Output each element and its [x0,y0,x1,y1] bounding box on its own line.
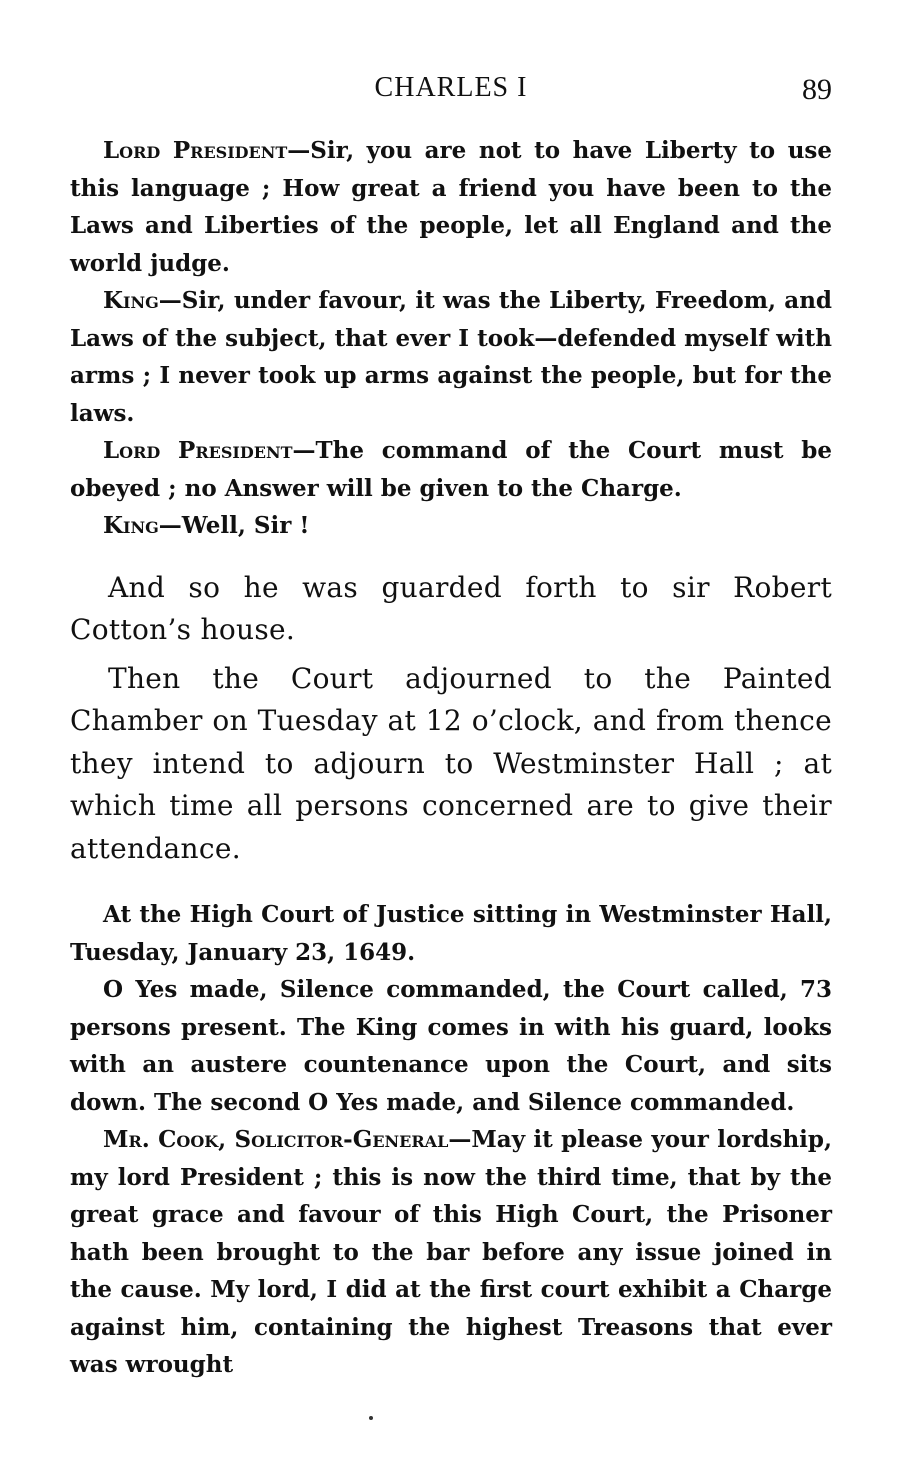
narrative-paragraph-2: Then the Court adjourned to the Painted Chamber on Tuesday at 12 o’clock, and from thence they intend to adjourn to Westminster Hall ; at which time all persons concerned are to give their attendance. [70,661,832,865]
proceedings-paragraph: O Yes made, Silence commanded, the Court called, 73 persons present. The King comes in with his guard, looks with an austere countenance upon the Court, and sits down. The second O Yes made, and Silence commanded. [70,976,832,1116]
dialogue-paragraph-1 [70,132,832,282]
speaker-label: King [103,512,159,539]
speaker-label: Mr. Cook, Solicitor-General [103,1126,449,1153]
section-heading: At the High Court of Justice sitting in Westminster Hall, Tuesday, January 23, 1649. [70,901,832,966]
dialogue-text: —The command of the Court must be obeyed ; no Answer will be given to the Charge. [70,437,832,502]
running-title: CHARLES I [374,72,528,103]
running-head [70,66,832,110]
speaker-label: Lord President [103,137,288,164]
page-number: 89 [802,73,832,106]
dialogue-text: —Well, Sir ! [158,512,310,539]
speech-text: —May it please your lordship, my lord President ; this is now the third time, that by the great grace and favour of this High Court, the Prisoner hath been brought to the bar before any issue joined in the cause. My lord, I did at the first court exhibit a Charge against him, containing the highest Treasons that ever was wrought [70,1126,832,1378]
dialogue-text: —Sir, you are not to have Liberty to use this language ; How great a friend you have been to the Laws and Liberties of the people, let all England and the world judge. [70,137,832,277]
book-page [70,66,832,1384]
speech-paragraph [70,1121,832,1384]
speaker-label: King [103,287,159,314]
dialogue-paragraph-4 [70,507,832,545]
dialogue-text: —Sir, under favour, it was the Liberty, Freedom, and Laws of the subject, that ever I took—defended myself with arms ; I never took up arms against the people, but for the laws. [70,287,832,427]
footer-dot [369,1416,373,1420]
dialogue-paragraph-2 [70,282,832,432]
dialogue-paragraph-3 [70,432,832,507]
narrative-paragraph-1: And so he was guarded forth to sir Robert Cotton’s house. [70,570,832,646]
speaker-label: Lord President [103,437,293,464]
